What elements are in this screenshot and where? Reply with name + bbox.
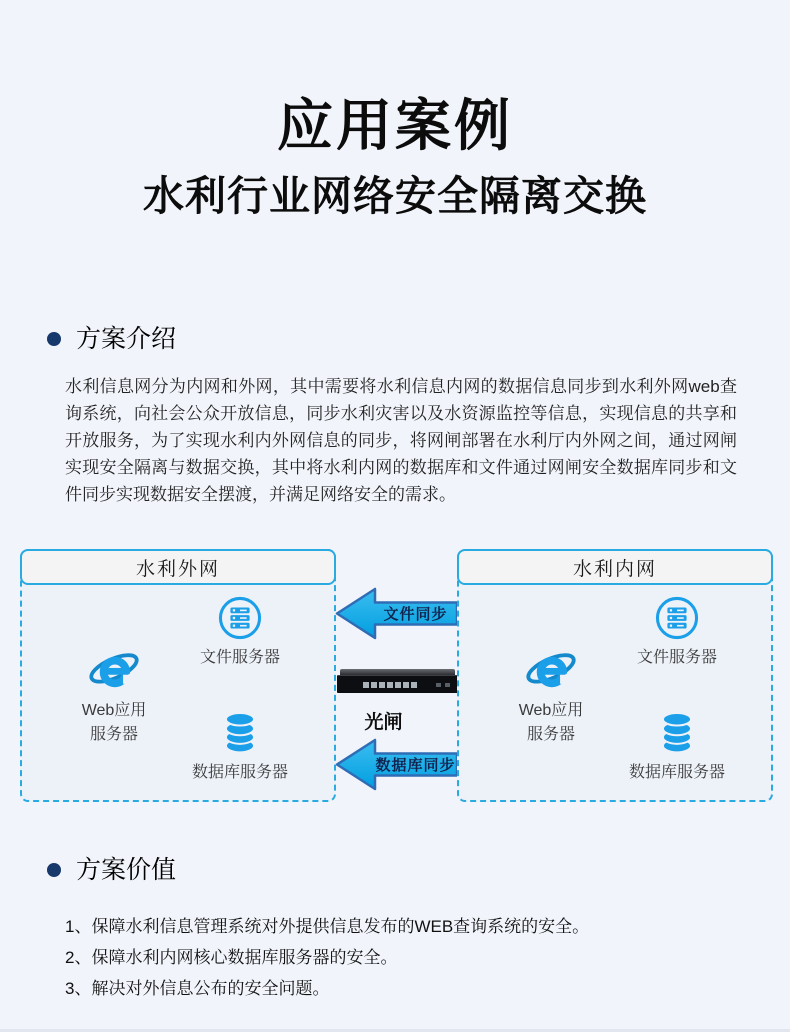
external-web-server-node — [54, 641, 174, 747]
optical-gate-label: 光闸 — [364, 712, 403, 733]
bullet-icon — [47, 863, 61, 877]
internal-web-server-label — [491, 699, 611, 747]
device-leds — [436, 683, 450, 687]
file-server-icon — [654, 595, 700, 641]
value-item: 2、保障水利内网核心数据库服务器的安全。 — [65, 948, 398, 967]
external-file-server-node — [180, 595, 300, 670]
web-server-label-line1: Web应用 — [518, 702, 584, 719]
file-server-icon — [217, 595, 263, 641]
external-db-server-label: 数据库服务器 — [191, 764, 288, 781]
device-ports — [363, 682, 417, 688]
value-section-heading — [47, 853, 790, 887]
bullet-icon — [47, 332, 61, 346]
value-list — [65, 911, 737, 1004]
external-network-box — [20, 549, 336, 802]
internal-file-server-label: 文件服务器 — [636, 649, 717, 666]
ie-browser-icon — [85, 641, 143, 694]
intro-paragraph: 水利信息网分为内网和外网，其中需要将水利信息内网的数据信息同步到水利外网web查询系统，向社会公众开放信息，同步水利灾害以及水资源监控等信息，实现信息的共享和开放服务，为了实现水利内外网信息的同步，将网闸部署在水利厅内外网之间，通过网闸实现安全隔离与数据交换，其中将水利内网的数据库和文件通过网闸安全数据库同步和文件同步实现数据安全摆渡，并满足网络安全的需求。 — [65, 377, 737, 504]
web-server-label-line2: 服务器 — [526, 726, 575, 743]
device-front-panel — [337, 675, 458, 693]
page-title: 应用案例 — [277, 94, 513, 157]
db-sync-label: 数据库同步 — [375, 758, 456, 774]
value-item: 1、保障水利信息管理系统对外提供信息发布的WEB查询系统的安全。 — [65, 917, 590, 936]
web-server-label-line2: 服务器 — [89, 726, 138, 743]
hero — [0, 0, 790, 220]
value-heading: 方案价值 — [76, 856, 177, 884]
optical-gate-device-image — [337, 669, 458, 693]
external-network-title: 水利外网 — [20, 549, 336, 585]
file-sync-label: 文件同步 — [383, 607, 448, 623]
internal-db-server-label: 数据库服务器 — [628, 764, 725, 781]
intro-heading: 方案介绍 — [76, 325, 177, 353]
intro-section-heading — [47, 322, 790, 356]
file-sync-arrow — [334, 586, 460, 641]
external-file-server-label: 文件服务器 — [199, 649, 280, 666]
value-item: 3、解决对外信息公布的安全问题。 — [65, 979, 330, 998]
database-icon — [215, 709, 265, 756]
database-icon — [652, 709, 702, 756]
internal-web-server-node — [491, 641, 611, 747]
internal-network-box — [457, 549, 773, 802]
network-diagram — [0, 549, 790, 806]
page-subtitle: 水利行业网络安全隔离交换 — [143, 173, 647, 219]
internal-network-title: 水利内网 — [457, 549, 773, 585]
external-web-server-label — [54, 699, 174, 747]
internal-db-server-node — [607, 709, 747, 785]
internal-file-server-node — [617, 595, 737, 670]
ie-browser-icon — [522, 641, 580, 694]
external-db-server-node — [170, 709, 310, 785]
db-sync-arrow — [334, 737, 460, 792]
web-server-label-line1: Web应用 — [81, 702, 147, 719]
